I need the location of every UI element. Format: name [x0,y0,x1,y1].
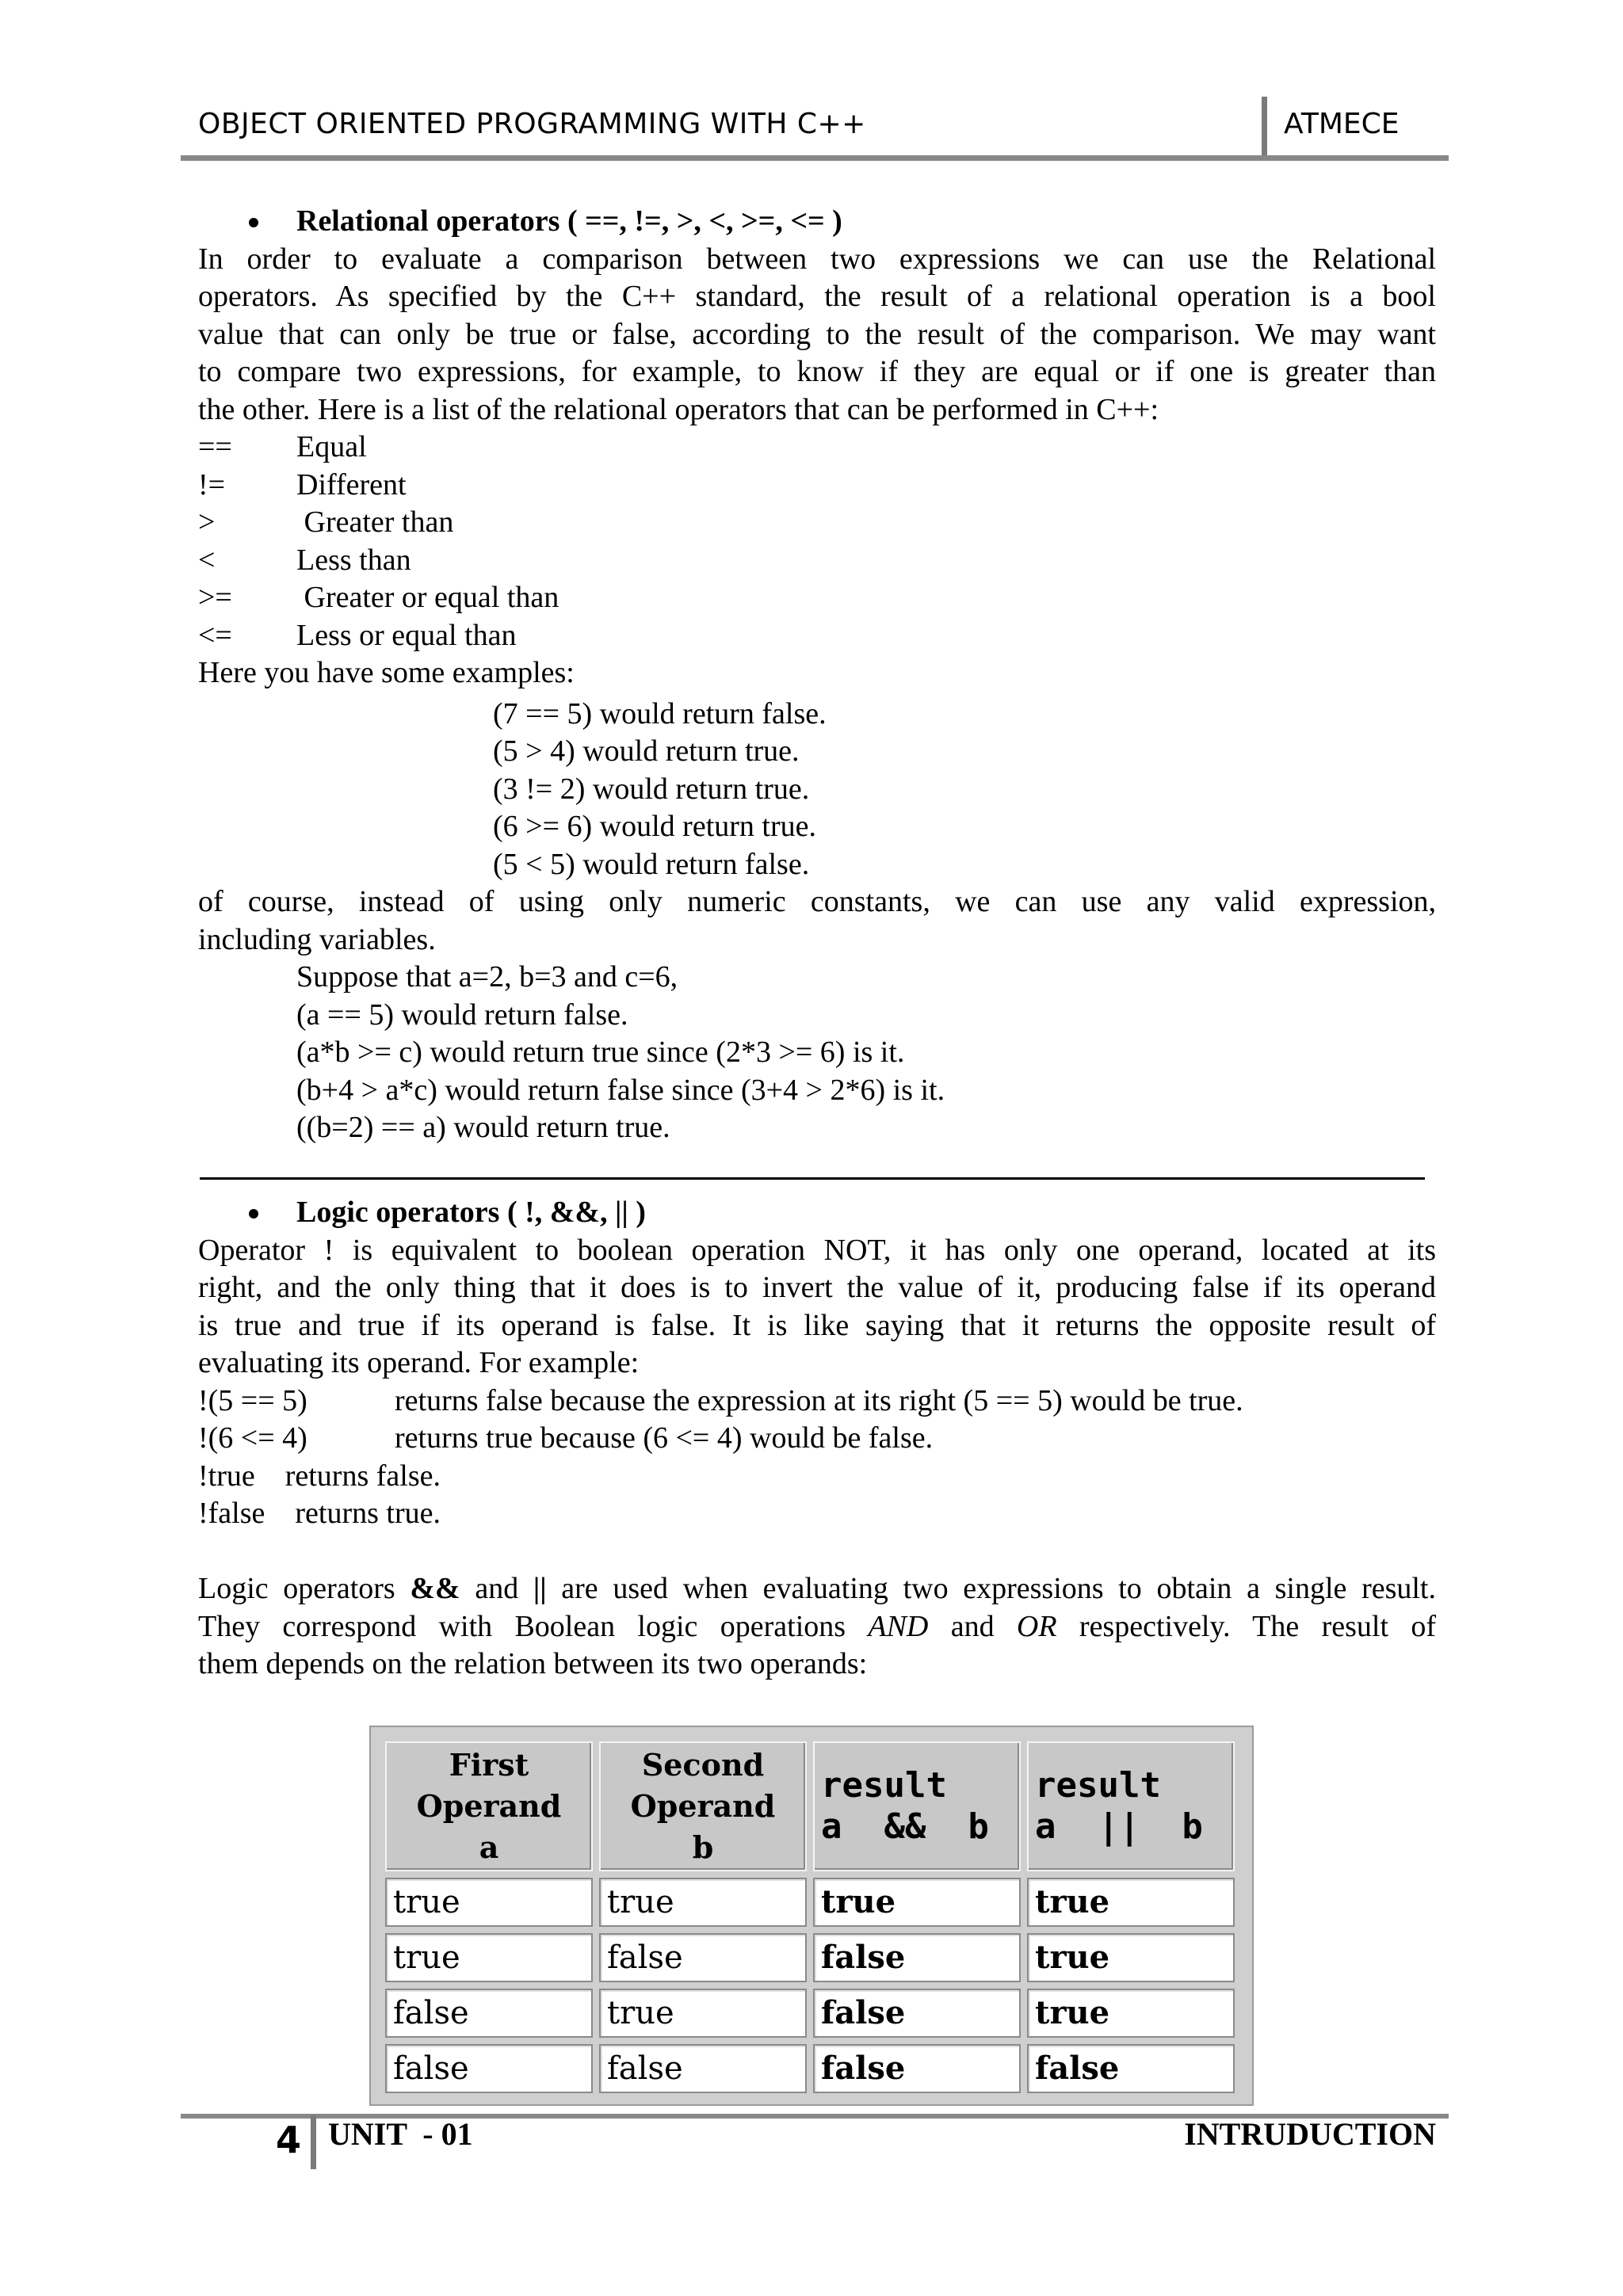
and-operator: && [410,1572,460,1605]
example-line: (7 == 5) would return false. [493,696,827,730]
operator-row [198,429,1436,467]
paragraph-line: including variables. [198,922,436,956]
operator-symbol: > [198,505,216,539]
variable-example: (b+4 > a*c) would return false since (3+4 > 2*6) is it. [296,1073,945,1107]
table-row [385,1933,1235,1982]
table-cell: false [385,2044,593,2093]
operator-symbol: <= [198,618,232,652]
blank-line [198,1533,1436,1571]
paragraph-line: is true and true if its operand is false. It is like saying that it returns the opposite result of [198,1308,1436,1342]
example-line: (3 != 2) would return true. [493,772,810,806]
variable-example: Suppose that a=2, b=3 and c=6, [296,960,678,994]
paragraph-line: of course, instead of using only numeric constants, we can use any valid expression, [198,885,1436,918]
paragraph-line: to compare two expressions, for example, to know if they are equal or if one is greater than [198,355,1436,388]
table-cell: true [599,1989,807,2038]
relational-section [198,203,1436,1147]
table-cell: true [599,1878,807,1927]
variable-example: (a == 5) would return false. [296,997,628,1032]
table-cell: false [599,2044,807,2093]
table-cell: true [1027,1989,1235,2038]
examples-intro: Here you have some examples: [198,656,575,689]
operator-meaning: Less than [296,543,411,577]
paragraph-line: operators. As specified by the C++ standard, the result of a relational operation is a bool [198,280,1436,313]
operator-row [198,504,1436,542]
footer-chapter: INTRUDUCTION [1184,2116,1436,2152]
paragraph-line: Logic operators && and || are used when evaluating two expressions to obtain a single result. [198,1572,1436,1605]
header-title: OBJECT ORIENTED PROGRAMMING WITH C++ [198,108,866,140]
not-example-row [198,1383,1436,1421]
paragraph-line: evaluating its operand. For example: [198,1346,640,1379]
relational-heading: Relational operators ( ==, !=, >, <, >=, <= ) [198,203,1436,241]
operator-meaning: Different [296,467,407,502]
table-cell: true [1027,1878,1235,1927]
operator-meaning: Equal [296,430,367,463]
table-header-row [385,1741,1235,1871]
operator-row [198,579,1436,617]
bullet-icon [249,1209,258,1219]
table-cell: true [385,1933,593,1982]
not-expression: !(6 <= 4) [198,1421,307,1455]
footer-unit: UNIT - 01 [328,2116,473,2152]
header-first-operand: First Operand a [385,1741,593,1871]
logic-section [198,1194,1436,1684]
operator-symbol: != [198,467,226,502]
example-line: (6 >= 6) would return true. [493,810,816,843]
operator-row [198,467,1436,505]
example-line: (5 > 4) would return true. [493,734,800,768]
paragraph-line: In order to evaluate a comparison between two expressions we can use the Relational [198,242,1436,276]
or-operator: || [533,1572,547,1605]
table-cell: true [1027,1933,1235,1982]
table-row [385,1878,1235,1927]
table-cell: false [599,1933,807,1982]
variable-example: (a*b >= c) would return true since (2*3 >= 6) is it. [296,1035,905,1069]
and-term: AND [868,1609,929,1643]
or-term: OR [1016,1609,1057,1643]
operator-symbol: < [198,543,216,577]
table-cell: false [813,1989,1021,2038]
bullet-icon [249,218,258,227]
paragraph-line: They correspond with Boolean logic operations AND and OR respectively. The result of [198,1609,1436,1643]
paragraph-line: the other. Here is a list of the relational operators that can be performed in C++: [198,392,1159,426]
truth-table-frame [369,1726,1254,2106]
table-cell: false [1027,2044,1235,2093]
not-short-example: !true returns false. [198,1459,441,1493]
paragraph-line: value that can only be true or false, according to the result of the comparison. We may want [198,317,1436,351]
not-short-example: !false returns true. [198,1497,441,1530]
table-cell: false [813,2044,1021,2093]
not-description: returns true because (6 <= 4) would be false. [395,1421,934,1455]
example-line: (5 < 5) would return false. [493,847,810,881]
not-example-row [198,1420,1436,1458]
header-institution: ATMECE [1284,108,1400,140]
paragraph-line: them depends on the relation between its two operands: [198,1647,868,1680]
variable-example: ((b=2) == a) would return true. [296,1111,670,1144]
header-rule [181,155,1449,161]
operator-row [198,617,1436,655]
not-description: returns false because the expression at its right (5 == 5) would be true. [395,1383,1243,1417]
header-and-result: result a && b [813,1741,1021,1871]
header-divider [1262,97,1267,157]
truth-table [379,1735,1241,2100]
operator-row [198,542,1436,580]
paragraph-line: right, and the only thing that it does is to invert the value of it, producing false if its operand [198,1271,1436,1304]
operator-symbol: >= [198,581,232,614]
table-cell: true [813,1878,1021,1927]
table-cell: false [385,1989,593,2038]
page-number: 4 [276,2119,302,2161]
operator-meaning: Greater than [296,505,454,539]
table-cell: true [385,1878,593,1927]
operator-symbol: == [198,430,232,463]
not-expression: !(5 == 5) [198,1383,307,1417]
table-cell: false [813,1933,1021,1982]
operator-meaning: Less or equal than [296,618,517,652]
footer-divider [311,2115,316,2169]
table-row [385,2044,1235,2093]
header-or-result: result a || b [1027,1741,1235,1871]
logic-heading: Logic operators ( !, &&, || ) [198,1194,1436,1232]
header-second-operand: Second Operand b [599,1741,807,1871]
operator-meaning: Greater or equal than [296,581,559,614]
table-row [385,1989,1235,2038]
section-divider [200,1177,1425,1180]
paragraph-line: Operator ! is equivalent to boolean operation NOT, it has only one operand, located at its [198,1233,1436,1267]
